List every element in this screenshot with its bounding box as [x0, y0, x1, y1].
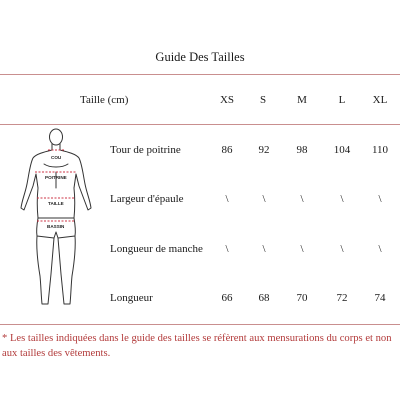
row-label: Longueur de manche [110, 243, 203, 255]
row-value: 72 [336, 292, 348, 304]
row-value: 92 [258, 144, 270, 156]
row-value: \ [300, 193, 304, 205]
size-guide-note: * Les tailles indiquées dans le guide des tailles se réfèrent aux mensurations du corps et non aux tailles des vêtements. [2, 333, 392, 359]
row-value: 66 [221, 292, 233, 304]
divider-header [0, 124, 400, 125]
row-value: \ [262, 193, 266, 205]
chest-label: POITRINE [45, 175, 67, 180]
row-value: \ [340, 193, 344, 205]
row-label: Longueur [110, 292, 153, 304]
row-value: \ [225, 243, 229, 255]
row-value: \ [340, 243, 344, 255]
divider-top [0, 74, 400, 75]
row-value: 98 [296, 144, 308, 156]
neck-label: COU [51, 155, 62, 160]
size-header-xs: XS [219, 94, 235, 106]
row-value: 86 [221, 144, 233, 156]
row-value: \ [300, 243, 304, 255]
row-value: \ [378, 193, 382, 205]
row-value: \ [225, 193, 229, 205]
row-label: Largeur d'épaule [110, 193, 184, 205]
row-value: 104 [333, 144, 351, 156]
waist-label: TAILLE [48, 201, 64, 206]
row-value: 70 [296, 292, 308, 304]
row-value: 110 [371, 144, 389, 156]
page-title: Guide Des Tailles [155, 50, 245, 64]
row-value: \ [262, 243, 266, 255]
row-label: Tour de poitrine [110, 144, 181, 156]
hip-label: BASSIN [47, 224, 65, 229]
size-header-m: M [297, 94, 307, 106]
size-column-label: Taille (cm) [80, 94, 129, 106]
row-value: 68 [258, 292, 270, 304]
body-measurement-figure [0, 128, 108, 328]
size-header-xl: XL [372, 94, 388, 106]
size-header-s: S [259, 94, 267, 106]
size-header-l: L [338, 94, 346, 106]
row-value: 74 [374, 292, 386, 304]
row-value: \ [378, 243, 382, 255]
